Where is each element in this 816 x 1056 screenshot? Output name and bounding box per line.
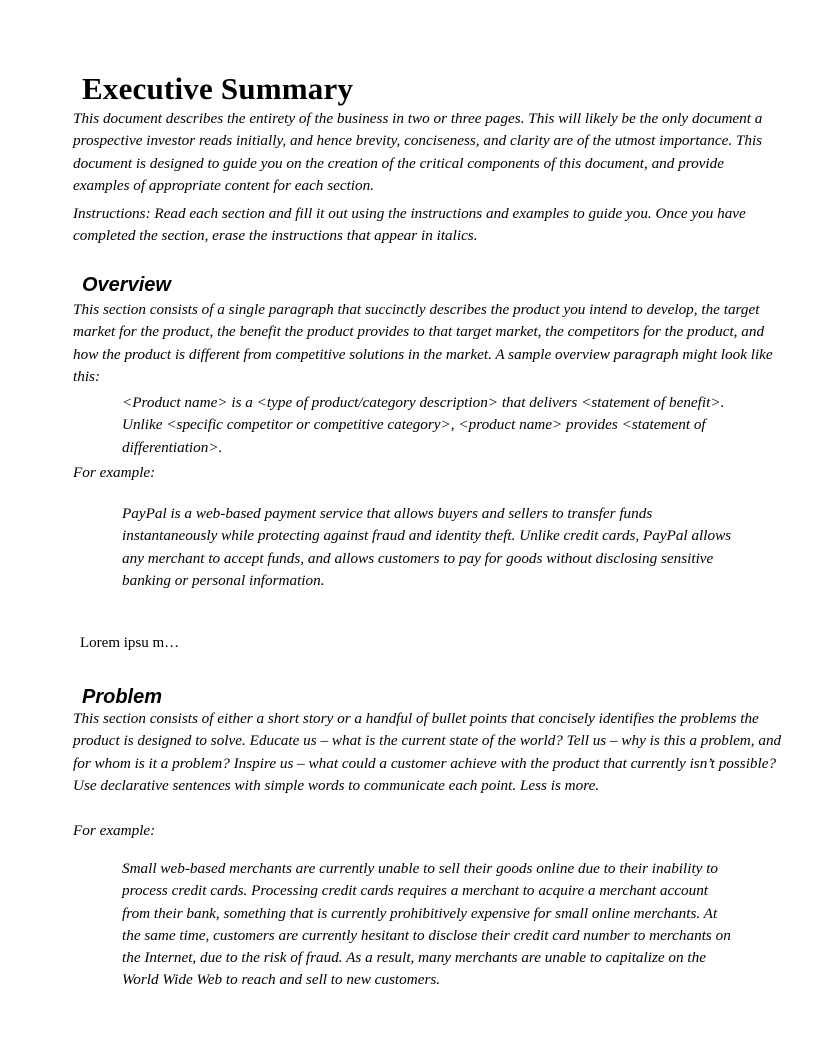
section-heading-problem: Problem [82,685,163,708]
intro-paragraph: This document describes the entirety of the business in two or three pages. This will likely be the only document a prospective investor reads initially, and hence brevity, conciseness, and clarity are of the utmost importance. This document is designed to guide you on the creation of the critical components of this document, and provide examples of appropriate content for each section. [73,110,763,194]
problem-for-example-label: For example: [73,822,156,839]
problem-example-paragraph: Small web-based merchants are currently unable to sell their goods online due to their inability to process credit cards. Processing credit cards requires a merchant to acquire a merchant account from their bank, something that is currently prohibitively expensive for small online merchants. At the same time, customers are currently hesitant to disclose their credit card number to merchants on the Internet, due to the risk of fraud. As a result, many merchants are unable to capitalize on the World Wide Web to reach and sell to new customers. [122,860,731,989]
problem-instruction-paragraph: This section consists of either a short story or a handful of bullet points that concisely identifies the problems the product is designed to solve. Educate us – what is the current state of the world? Tell us – why is this a problem, and for whom is it a problem? Inspire us – what could a customer achieve with the product that currently isn’t possible? Use declarative sentences with simple words to communicate each point. Less is more. [73,710,782,794]
overview-for-example-label: For example: [73,464,156,481]
section-heading-overview: Overview [82,273,171,296]
instructions-paragraph: Instructions: Read each section and fill it out using the instructions and examples to guide you. Once you have completed the section, erase the instructions that appear in italics. [73,205,746,245]
overview-instruction-paragraph: This section consists of a single paragraph that succinctly describes the product you intend to develop, the target market for the product, the benefit the product provides to that target market, the competitors for the product, and how the product is different from competitive solutions in the market. A sample overview paragraph might look like this: [73,301,773,385]
page-title: Executive Summary [82,70,354,106]
overview-user-content[interactable]: Lorem ipsu m… [80,635,180,651]
overview-example-paragraph: PayPal is a web-based payment service that allows buyers and sellers to transfer funds instantaneously while protecting against fraud and identity theft. Unlike credit cards, PayPal allows any merchant to accept funds, and allows customers to pay for goods without disclosing sensitive banking or personal information. [122,505,732,589]
overview-template-paragraph: <Product name> is a <type of product/category description> that delivers <statement of benefit>. Unlike <specific competitor or competitive category>, <product name> provides <statement of differentiation>. [122,394,725,456]
